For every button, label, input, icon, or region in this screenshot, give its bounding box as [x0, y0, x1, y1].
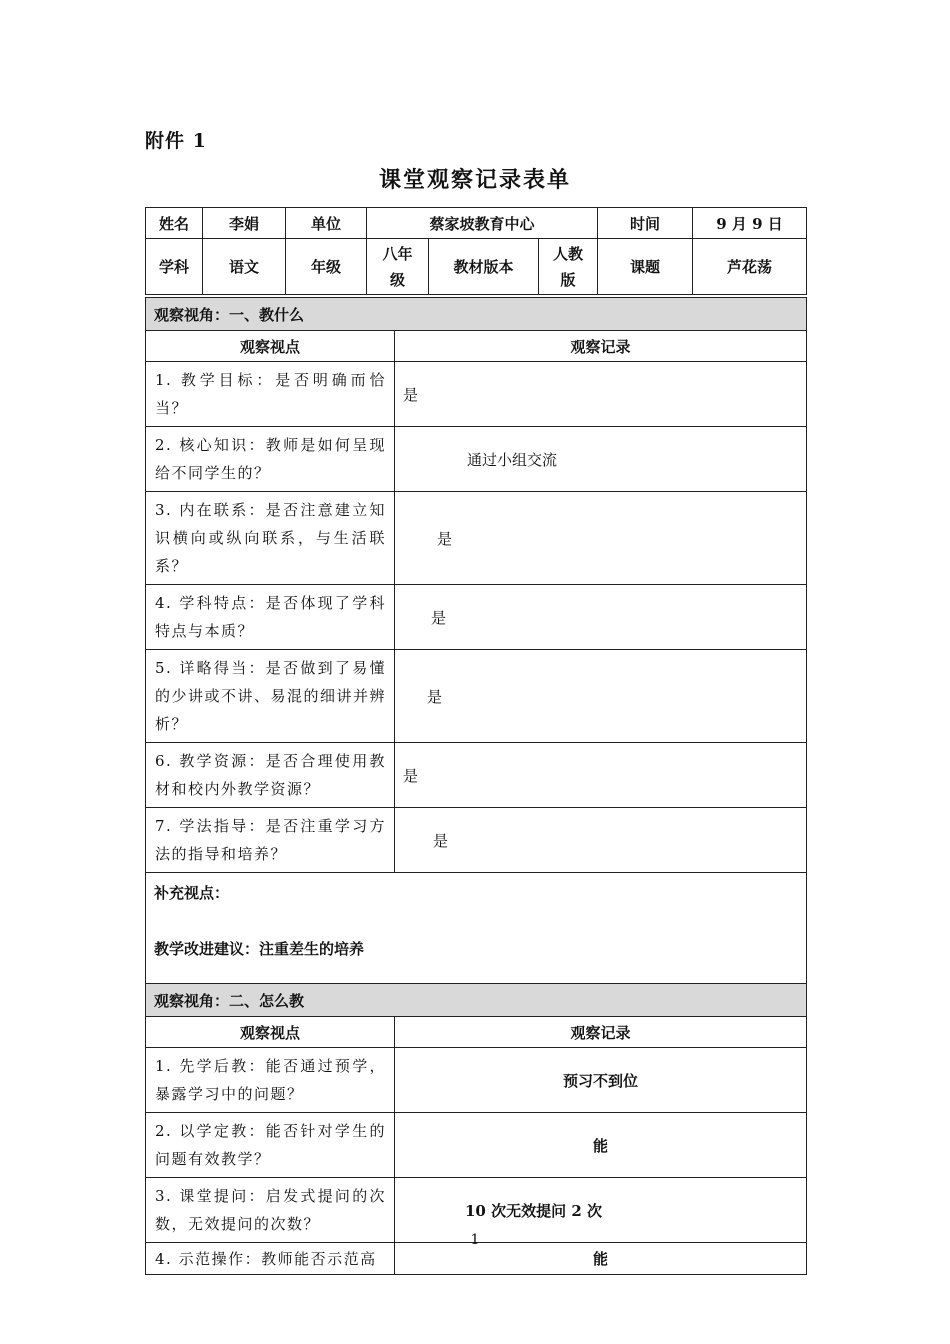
- observation-point: 1. 教学目标：是否明确而恰当？: [146, 362, 395, 427]
- table-row: [146, 362, 807, 427]
- observation-point: 2. 以学定教：能否针对学生的问题有效教学？: [146, 1113, 395, 1178]
- observation-point: 6. 教学资源：是否合理使用教材和校内外教学资源？: [146, 743, 395, 808]
- section1-col-point: 观察视点: [146, 331, 395, 362]
- edition-line-1: 人教: [553, 244, 584, 263]
- record-text: 是: [403, 766, 419, 785]
- supplement-label: 补充视点：: [154, 884, 230, 902]
- topic-label: 课题: [598, 239, 693, 295]
- grade-value: [367, 239, 429, 295]
- record-text: 是: [433, 831, 449, 850]
- topic-value: 芦花荡: [693, 239, 807, 295]
- table-row: [146, 492, 807, 585]
- record-text: 是: [431, 608, 447, 627]
- improvement-suggestion: 教学改进建议：注重差生的培养: [154, 940, 365, 958]
- observation-point: 4. 学科特点：是否体现了学科特点与本质？: [146, 585, 395, 650]
- table-row: [146, 585, 807, 650]
- supplement-row: [146, 873, 807, 984]
- observation-record: [395, 492, 807, 585]
- observation-point: 2. 核心知识：教师是如何呈现给不同学生的？: [146, 427, 395, 492]
- attachment-label: 附件 1: [145, 130, 207, 152]
- observation-point: 5. 详略得当：是否做到了易懂的少讲或不讲、易混的细讲并辨析？: [146, 650, 395, 743]
- info-table: [145, 207, 807, 295]
- name-value: 李娟: [203, 208, 286, 239]
- time-label: 时间: [598, 208, 693, 239]
- supplement-cell: [146, 873, 807, 984]
- section1-header: [146, 331, 807, 362]
- record-text: 是: [427, 687, 443, 706]
- time-value: 9 月 9 日: [693, 208, 807, 239]
- unit-label: 单位: [286, 208, 367, 239]
- grade-line-2: 级: [389, 270, 405, 289]
- edition-line-2: 版: [560, 270, 576, 289]
- table-row: [146, 743, 807, 808]
- section1-col-record: 观察记录: [395, 331, 807, 362]
- observation-table: [145, 297, 807, 1275]
- subject-label: 学科: [146, 239, 203, 295]
- record-text: 是: [403, 385, 419, 404]
- record-text: 是: [437, 529, 453, 548]
- table-row: [146, 808, 807, 873]
- observation-point: 3. 课堂提问：启发式提问的次数，无效提问的次数？: [146, 1178, 395, 1243]
- section1-band: [146, 298, 807, 331]
- observation-record: 10 次无效提问 2 次: [395, 1178, 807, 1243]
- record-text: 通过小组交流: [467, 450, 558, 469]
- observation-record: [395, 585, 807, 650]
- edition-value: [539, 239, 598, 295]
- observation-point: 4. 示范操作：教师能否示范高: [146, 1243, 395, 1275]
- observation-record: [395, 743, 807, 808]
- name-label: 姓名: [146, 208, 203, 239]
- subject-value: 语文: [203, 239, 286, 295]
- observation-point: 1. 先学后教：能否通过预学，暴露学习中的问题？: [146, 1048, 395, 1113]
- section2-title: 观察视角：二、怎么教: [146, 984, 807, 1017]
- section2-col-point: 观察视点: [146, 1017, 395, 1048]
- page-number: 1: [470, 1232, 480, 1248]
- info-row-1: [146, 208, 807, 239]
- observation-record: 预习不到位: [395, 1048, 807, 1113]
- observation-point: 3. 内在联系：是否注意建立知识横向或纵向联系，与生活联系？: [146, 492, 395, 585]
- section2-band: [146, 984, 807, 1017]
- table-row: [146, 1113, 807, 1178]
- grade-label: 年级: [286, 239, 367, 295]
- observation-record: [395, 362, 807, 427]
- observation-record: [395, 650, 807, 743]
- section2-header: [146, 1017, 807, 1048]
- info-row-2: [146, 239, 807, 295]
- observation-record: [395, 808, 807, 873]
- observation-point: 7. 学法指导：是否注重学习方法的指导和培养？: [146, 808, 395, 873]
- unit-value: 蔡家坡教育中心: [367, 208, 598, 239]
- table-row: [146, 1048, 807, 1113]
- table-row: [146, 427, 807, 492]
- form-title: 课堂观察记录表单: [378, 167, 571, 193]
- section1-title: 观察视角：一、教什么: [146, 298, 807, 331]
- edition-label: 教材版本: [429, 239, 539, 295]
- section2-col-record: 观察记录: [395, 1017, 807, 1048]
- grade-line-1: 八年: [382, 244, 413, 263]
- observation-record: 能: [395, 1243, 807, 1275]
- table-row: [146, 650, 807, 743]
- observation-record: 能: [395, 1113, 807, 1178]
- observation-record: [395, 427, 807, 492]
